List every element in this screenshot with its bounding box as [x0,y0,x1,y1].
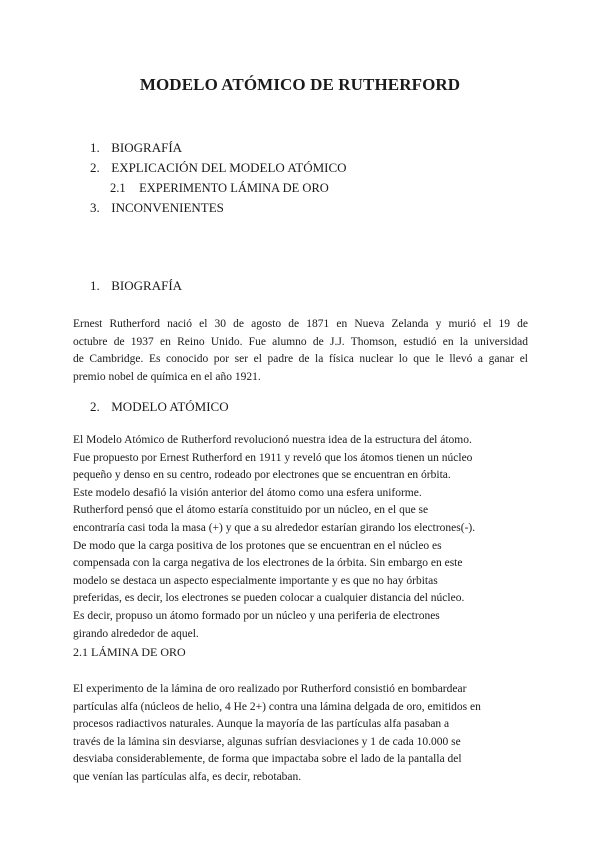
text-line: partículas alfa (núcleos de helio, 4 He 2+) contra una lámina delgada de oro, emitidos en [73,700,481,713]
text-line: encontraría casi toda la masa (+) y que a su alrededor estarían girando los electrones(-). [73,521,476,534]
toc-item-label: EXPERIMENTO LÁMINA DE ORO [139,181,329,195]
toc-item-number: 2. [90,160,100,175]
section-heading-lamina: 2.1 LÁMINA DE ORO [73,645,186,659]
section-heading-modelo [90,398,229,416]
text-line: octubre de 1937 en Reino Unido. Fue alumno de J.J. Thomson, estudió en la universidad [73,335,528,348]
section-number: 2. [90,399,100,414]
text-line: través de la lámina sin desviarse, algunas sufrían desviaciones y 1 de cada 10.000 se [73,735,461,748]
page-title: MODELO ATÓMICO DE RUTHERFORD [139,75,461,94]
toc-item [90,198,347,218]
toc-item-label: INCONVENIENTES [111,200,224,215]
toc-subitem [90,178,347,198]
text-line: Este modelo desafió la visión anterior del átomo como una esfera uniforme. [73,486,422,499]
toc-item-number: 3. [90,200,100,215]
toc-item-label: BIOGRAFÍA [111,140,183,155]
text-line: compensada con la carga negativa de los electrones de la órbita. Sin embargo en este [73,557,463,570]
section-title: BIOGRAFÍA [111,278,183,293]
paragraph-modelo [73,432,528,643]
paragraph-biografia [73,316,528,386]
text-line: de Cambridge. Es conocido por ser el padre de la física nuclear lo que le llevó a ganar el [73,353,528,366]
section-heading-biografia [90,277,182,295]
toc-item-number: 2.1 [110,181,126,195]
text-line: Fue propuesto por Ernest Rutherford en 1911 y reveló que los átomos tienen un núcleo [73,451,473,464]
text-line: que venían las partículas alfa, es decir, rebotaban. [73,770,302,783]
toc-item-label: EXPLICACIÓN DEL MODELO ATÓMICO [111,160,347,175]
toc-item [90,158,347,178]
table-of-contents [90,138,347,218]
toc-item [90,138,347,158]
text-line: procesos radiactivos naturales. Aunque la mayoría de las partículas alfa pasaban a [73,718,450,731]
section-title: MODELO ATÓMICO [111,399,229,414]
section-number: 1. [90,278,100,293]
text-line: Rutherford pensó que el átomo estaría constituido por un núcleo, en el que se [73,504,429,517]
text-line: pequeño y denso en su centro, rodeado por electrones que se encuentran en órbita. [73,469,451,482]
toc-item-number: 1. [90,140,100,155]
paragraph-lamina [73,681,528,787]
text-line: desviaba considerablemente, de forma que impactaba sobre el lado de la pantalla del [73,753,462,766]
text-line: De modo que la carga positiva de los protones que se encuentran en el núcleo es [73,539,442,552]
text-line: girando alrededor de aquel. [73,627,199,640]
text-line: preferidas, es decir, los electrones se pueden colocar a cualquier distancia del núcleo. [73,592,465,605]
text-line: modelo se destaca un aspecto especialmente importante y es que no hay órbitas [73,574,438,587]
text-line: El Modelo Atómico de Rutherford revolucionó nuestra idea de la estructura del átomo. [73,434,472,446]
text-line: Ernest Rutherford nació el 30 de agosto de 1871 en Nueva Zelanda y murió el 19 de [73,318,528,330]
text-line: El experimento de la lámina de oro realizado por Rutherford consistió en bombardear [73,683,467,695]
text-line: Es decir, propuso un átomo formado por un núcleo y una periferia de electrones [73,609,440,622]
text-line: premio nobel de química en el año 1921. [73,370,261,383]
